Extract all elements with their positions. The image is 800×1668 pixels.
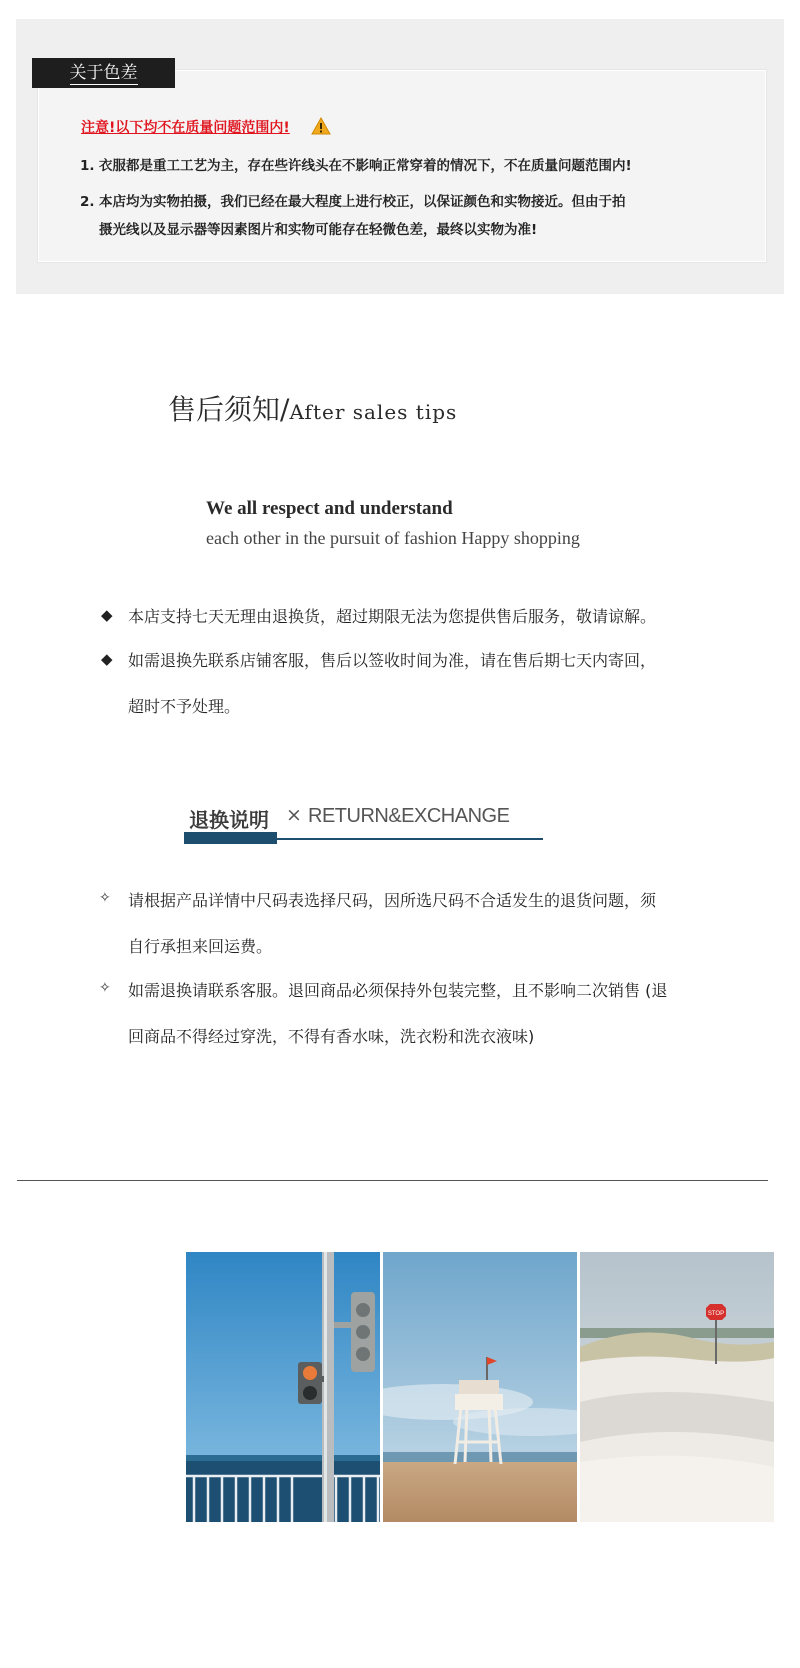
return-item-1-cont: 自行承担来回运费。 <box>128 937 273 956</box>
close-x-icon: × <box>286 804 302 826</box>
section-divider <box>17 1180 768 1181</box>
title-accent-bar <box>184 832 277 844</box>
return-item-2-cont: 回商品不得经过穿洗，不得有香水味，洗衣粉和洗衣液味) <box>128 1027 535 1046</box>
return-exchange-title-zh: 退换说明 <box>189 808 269 832</box>
after-sales-item-2: 如需退换先联系店铺客服，售后以签收时间为准，请在售后期七天内寄回， <box>128 651 657 670</box>
stop-sign-text: STOP <box>707 1311 725 1317</box>
sparkle-bullet-icon: ✧ <box>99 980 111 996</box>
slogan-line-1: We all respect and understand <box>206 498 453 519</box>
photo-beach-stop-sign <box>580 1252 774 1522</box>
return-exchange-title-en: RETURN&EXCHANGE <box>308 805 510 827</box>
diamond-bullet-icon: ◆ <box>101 650 113 668</box>
color-difference-tab: 关于色差 <box>32 58 175 88</box>
return-item-2: 如需退换请联系客服。退回商品必须保持外包装完整，且不影响二次销售 (退 <box>128 981 668 1000</box>
photo-traffic-light <box>186 1252 380 1522</box>
diamond-bullet-icon: ◆ <box>101 606 113 624</box>
after-sales-title: 售后须知/After sales tips <box>168 393 458 426</box>
sparkle-bullet-icon: ✧ <box>99 890 111 906</box>
after-sales-item-1: 本店支持七天无理由退换货，超过期限无法为您提供售后服务，敬请谅解。 <box>128 607 657 626</box>
after-sales-item-2-cont: 超时不予处理。 <box>128 697 241 716</box>
return-item-1: 请根据产品详情中尺码表选择尺码，因所选尺码不合适发生的退货问题，须 <box>128 891 657 910</box>
slogan-line-2: each other in the pursuit of fashion Happy shopping <box>206 528 580 548</box>
title-underline <box>277 838 543 840</box>
warning-text: 注意!以下均不在质量问题范围内! <box>81 120 290 136</box>
photo-lifeguard-tower <box>383 1252 577 1522</box>
warning-triangle-icon <box>311 117 331 135</box>
